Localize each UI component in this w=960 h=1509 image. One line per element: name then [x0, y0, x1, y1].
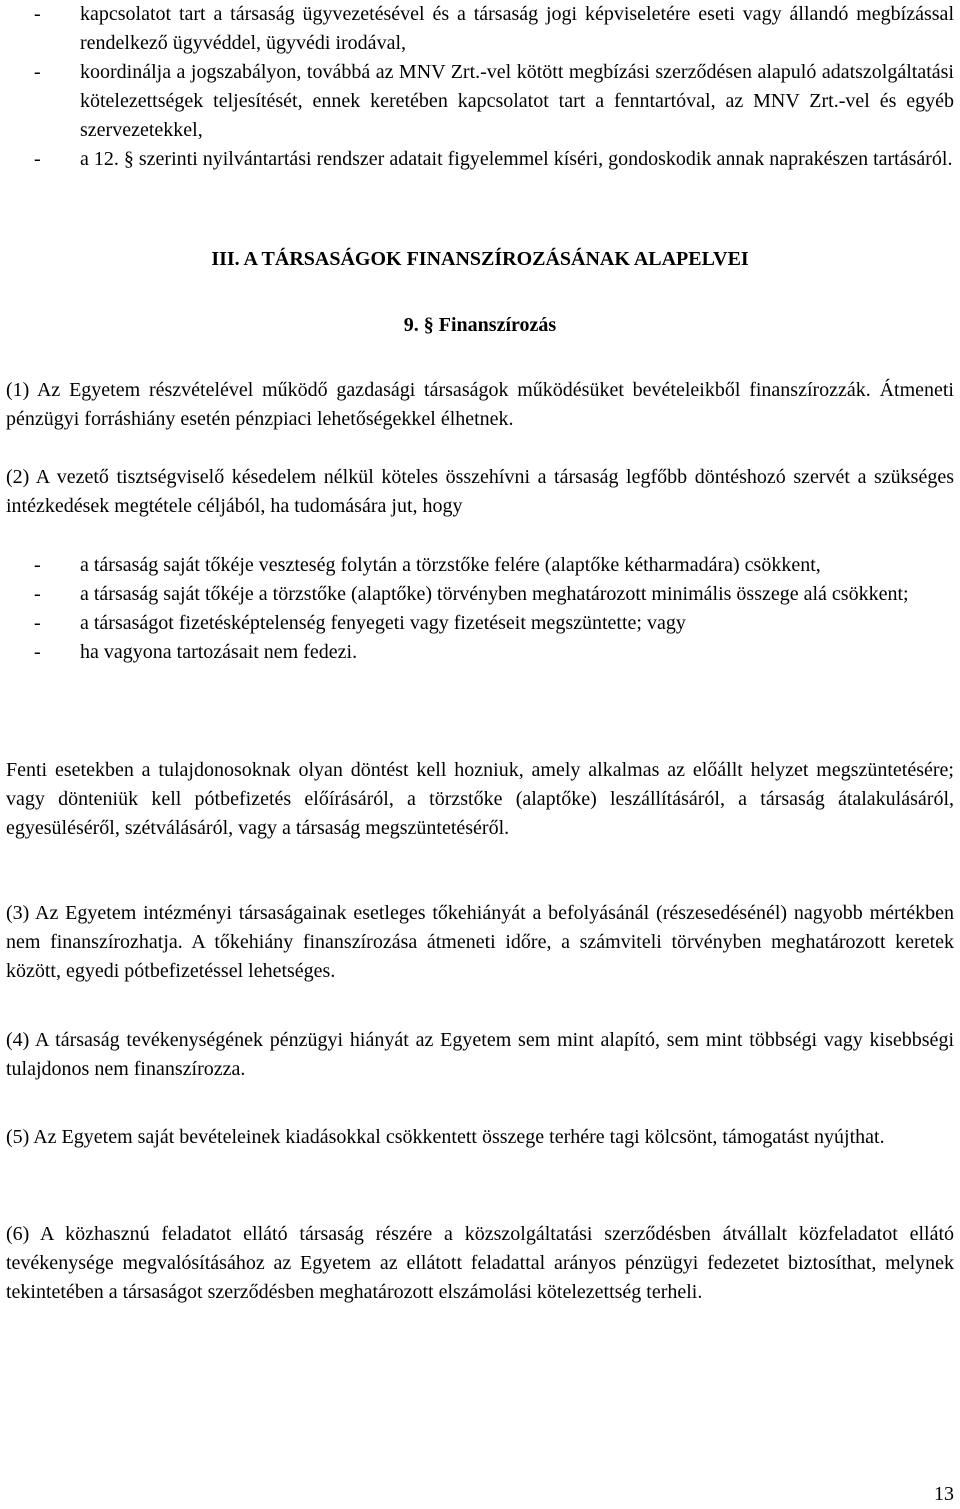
list-dash: -	[34, 3, 41, 25]
conditions-list	[0, 551, 960, 667]
list-dash: -	[34, 612, 41, 634]
list-item	[0, 638, 960, 667]
list-item	[0, 0, 960, 58]
list-dash: -	[34, 148, 41, 170]
list-item	[0, 609, 960, 638]
list-dash: -	[34, 583, 41, 605]
list-item-text: a társaság saját tőkéje veszteség folytán a törzstőke felére (alaptőke kétharmadára) csökkent,	[80, 554, 821, 576]
duties-list	[0, 0, 960, 174]
list-item-text: ha vagyona tartozásait nem fedezi.	[80, 641, 358, 663]
page-number: 13	[934, 1483, 954, 1505]
list-item	[0, 145, 960, 174]
list-item	[0, 580, 960, 609]
list-item	[0, 551, 960, 580]
list-item-text: a társaság saját tőkéje a törzstőke (alaptőke) törvényben meghatározott minimális összege alá csökkent;	[80, 583, 909, 605]
paragraph-consequences: Fenti esetekben a tulajdonosoknak olyan döntést kell hozniuk, amely alkalmas az előállt helyzet megszüntetésére; vagy dönteniük kell pótbefizetés előírásáról, a törzstőke (alaptőke) leszállításáról, a társaság átalakulásáról, egyesüléséről, szétválásáról, vagy a társaság megszüntetéséről.	[6, 759, 954, 839]
list-dash: -	[34, 554, 41, 576]
list-item-text: kapcsolatot tart a társaság ügyvezetésével és a társaság jogi képviseletére eseti vagy állandó megbízással rendelkező ügyvéddel, ügyvédi irodával,	[80, 3, 954, 54]
section-title: III. A TÁRSASÁGOK FINANSZÍROZÁSÁNAK ALAPELVEI	[211, 248, 749, 270]
list-item	[0, 58, 960, 145]
paragraph-6: (6) A közhasznú feladatot ellátó társaság részére a közszolgáltatási szerződésben átvállalt közfeladatot ellátó tevékenysége megvalósításához az Egyetem az ellátott feladattal arányos pénzügyi fedezetet biztosíthat, melynek tekintetében a társaságot szerződésben meghatározott elszámolási kötelezettség terheli.	[6, 1223, 954, 1303]
paragraph-2: (2) A vezető tisztségviselő késedelem nélkül köteles összehívni a társaság legfőbb döntéshozó szervét a szükséges intézkedések megtétele céljából, ha tudomására jut, hogy	[6, 466, 954, 517]
section-subtitle: 9. § Finanszírozás	[403, 314, 557, 336]
paragraph-1: (1) Az Egyetem részvételével működő gazdasági társaságok működésüket bevételeikből finanszírozzák. Átmeneti pénzügyi forráshiány esetén pénzpiaci lehetőségekkel élhetnek.	[6, 379, 954, 430]
paragraph-4: (4) A társaság tevékenységének pénzügyi hiányát az Egyetem sem mint alapító, sem mint többségi vagy kisebbségi tulajdonos nem finanszírozza.	[6, 1029, 954, 1080]
paragraph-3: (3) Az Egyetem intézményi társaságainak esetleges tőkehiányát a befolyásánál (részesedésénél) nagyobb mértékben nem finanszírozhatja. A tőkehiány finanszírozása átmeneti időre, a számviteli törvényben meghatározott keretek között, egyedi pótbefizetéssel lehetséges.	[6, 902, 954, 982]
list-item-text: koordinálja a jogszabályon, továbbá az MNV Zrt.-vel kötött megbízási szerződésen alapuló adatszolgáltatási kötelezettségek teljesítését, ennek keretében kapcsolatot tart a fenntartóval, az MNV Zrt.-vel és egyéb szervezetekkel,	[80, 61, 954, 141]
list-item-text: a 12. § szerinti nyilvántartási rendszer adatait figyelemmel kíséri, gondoskodik annak naprakészen tartásáról.	[80, 148, 953, 170]
list-dash: -	[34, 641, 41, 663]
list-item-text: a társaságot fizetésképtelenség fenyegeti vagy fizetéseit megszüntette; vagy	[80, 612, 686, 634]
list-dash: -	[34, 61, 41, 83]
paragraph-5: (5) Az Egyetem saját bevételeinek kiadásokkal csökkentett összege terhére tagi kölcsönt, támogatást nyújthat.	[6, 1126, 885, 1148]
